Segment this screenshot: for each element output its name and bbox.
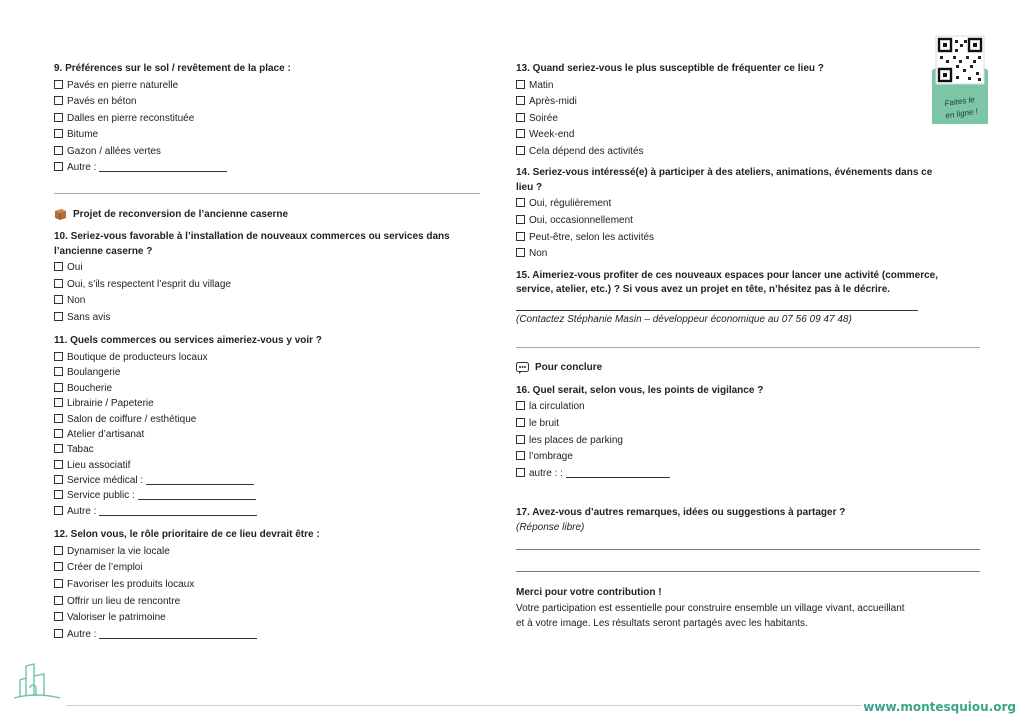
thanks-text: Votre participation est essentielle pour construire ensemble un village vivant, accueillant et à votre image. Les résultats seront partagés avec les habitants.	[516, 603, 905, 630]
checkbox[interactable]	[54, 96, 63, 105]
q12-option[interactable]: Créer de l’emploi	[54, 560, 480, 577]
q12-option[interactable]: Offrir un lieu de rencontre	[54, 594, 480, 611]
q16-option[interactable]: les places de parking	[516, 433, 980, 450]
q13-title: 13. Quand seriez-vous le plus susceptible de fréquenter ce lieu ?	[516, 63, 824, 74]
text-blank[interactable]	[99, 161, 227, 172]
svg-text:Faites le: Faites le	[944, 94, 976, 109]
checkbox[interactable]	[516, 215, 525, 224]
q14-option[interactable]: Oui, occasionnellement	[516, 213, 980, 230]
checkbox[interactable]	[54, 596, 63, 605]
checkbox[interactable]	[54, 629, 63, 638]
checkbox[interactable]	[54, 444, 63, 453]
q11-option[interactable]: Tabac	[54, 442, 480, 457]
checkbox[interactable]	[54, 383, 63, 392]
checkbox[interactable]	[54, 129, 63, 138]
checkbox[interactable]	[54, 414, 63, 423]
section-heading-caserne: Projet de reconversion de l’ancienne caserne	[54, 208, 480, 220]
q12-option[interactable]: Dynamiser la vie locale	[54, 544, 480, 561]
q9-option[interactable]: Pavés en pierre naturelle	[54, 78, 480, 95]
q15-contact: (Contactez Stéphanie Masin – développeur économique au 07 56 09 47 48)	[516, 313, 852, 325]
q14-option[interactable]: Oui, régulièrement	[516, 196, 980, 213]
q16-option[interactable]: l’ombrage	[516, 449, 980, 466]
q13-options	[516, 78, 980, 161]
checkbox[interactable]	[54, 295, 63, 304]
q10-option[interactable]: Non	[54, 293, 480, 310]
checkbox[interactable]	[516, 248, 525, 257]
text-blank[interactable]	[99, 505, 257, 516]
checkbox[interactable]	[54, 262, 63, 271]
checkbox[interactable]	[54, 460, 63, 469]
q16-title: 16. Quel serait, selon vous, les points de vigilance ?	[516, 384, 764, 396]
q11-option[interactable]: Boutique de producteurs locaux	[54, 350, 480, 365]
q16-option[interactable]: le bruit	[516, 416, 980, 433]
q11-medical[interactable]: Service médical :	[54, 473, 480, 488]
q9-option[interactable]: Bitume	[54, 127, 480, 144]
q11-public[interactable]: Service public :	[54, 488, 480, 503]
q14-options	[516, 196, 980, 262]
q9-option[interactable]: Pavés en béton	[54, 94, 480, 111]
q17-title: 17. Avez-vous d’autres remarques, idées ou suggestions à partager ?	[516, 507, 846, 519]
q9-option[interactable]: Dalles en pierre reconstituée	[54, 111, 480, 128]
q15-answer-line[interactable]	[516, 310, 918, 311]
q15-title: 15. Aimeriez-vous profiter de ces nouveaux espaces pour lancer une activité (commerce, service, atelier, etc.) ? Si vous avez un projet en tête, n’hésitez pas à le décrire.	[516, 269, 939, 296]
q10-option[interactable]: Sans avis	[54, 310, 480, 327]
q11-option[interactable]: Atelier d’artisanat	[54, 427, 480, 442]
text-blank[interactable]	[99, 628, 257, 639]
q13-option[interactable]: Cela dépend des activités	[516, 144, 980, 161]
checkbox[interactable]	[54, 579, 63, 588]
q12-other[interactable]: Autre :	[54, 627, 480, 644]
q14-title: 14. Seriez-vous intéressé(e) à participer à des ateliers, animations, événements dans ce lieu ?	[516, 167, 933, 193]
q11-other[interactable]: Autre :	[54, 504, 480, 519]
q16-options	[516, 399, 980, 482]
checkbox[interactable]	[516, 113, 525, 122]
q12-options	[54, 544, 480, 644]
q16-other[interactable]: autre : :	[516, 466, 980, 483]
village-logo-icon	[10, 658, 62, 704]
checkbox[interactable]	[516, 80, 525, 89]
checkbox[interactable]	[54, 162, 63, 171]
q17-hint: (Réponse libre)	[516, 521, 585, 533]
checkbox[interactable]	[54, 352, 63, 361]
q12-option[interactable]: Favoriser les produits locaux	[54, 577, 480, 594]
q9-option[interactable]: Gazon / allées vertes	[54, 144, 480, 161]
checkbox[interactable]	[516, 451, 525, 460]
checkbox[interactable]	[54, 312, 63, 321]
checkbox[interactable]	[54, 506, 63, 515]
q9-title: 9. Préférences sur le sol / revêtement de la place :	[54, 63, 291, 74]
q11-title: 11. Quels commerces ou services aimeriez-vous y voir ?	[54, 335, 322, 347]
checkbox[interactable]	[54, 475, 63, 484]
checkbox[interactable]	[516, 232, 525, 241]
checkbox[interactable]	[54, 612, 63, 621]
q10-title: 10. Seriez-vous favorable à l’installation de nouveaux commerces ou services dans l’ancienne caserne ?	[54, 231, 450, 257]
svg-text:en ligne !: en ligne !	[944, 106, 979, 121]
checkbox[interactable]	[516, 468, 525, 477]
checkbox[interactable]	[516, 198, 525, 207]
checkbox[interactable]	[54, 398, 63, 407]
q12-option[interactable]: Valoriser le patrimoine	[54, 610, 480, 627]
q10-option[interactable]: Oui, s’ils respectent l’esprit du village	[54, 277, 480, 294]
divider	[516, 347, 980, 348]
q13-option[interactable]: Soirée	[516, 111, 980, 128]
checkbox[interactable]	[516, 96, 525, 105]
text-blank[interactable]	[146, 474, 254, 485]
speech-bubble-icon	[516, 362, 529, 374]
checkbox[interactable]	[54, 546, 63, 555]
q9-other[interactable]: Autre :	[54, 160, 480, 177]
q17-answer-line[interactable]	[516, 549, 980, 550]
q11-option[interactable]: Librairie / Papeterie	[54, 396, 480, 411]
q11-option[interactable]: Boulangerie	[54, 365, 480, 380]
q12-title: 12. Selon vous, le rôle prioritaire de ce lieu devrait être :	[54, 529, 320, 541]
q9-options	[54, 78, 480, 178]
checkbox[interactable]	[54, 562, 63, 571]
q13-option[interactable]: Matin	[516, 78, 980, 95]
q10-option[interactable]: Oui	[54, 260, 480, 277]
checkbox[interactable]	[54, 80, 63, 89]
q14-option[interactable]: Non	[516, 246, 980, 263]
q11-option[interactable]: Lieu associatif	[54, 458, 480, 473]
q11-option[interactable]: Boucherie	[54, 381, 480, 396]
q16-option[interactable]: la circulation	[516, 399, 980, 416]
checkbox[interactable]	[54, 279, 63, 288]
checkbox[interactable]	[516, 129, 525, 138]
box-icon	[54, 208, 67, 220]
checkbox[interactable]	[54, 367, 63, 376]
checkbox[interactable]	[516, 146, 525, 155]
q10-options	[54, 260, 480, 326]
q11-options	[54, 350, 480, 519]
checkbox[interactable]	[516, 401, 525, 410]
website-link[interactable]: www.montesquiou.org	[863, 700, 1016, 714]
q17-answer-line[interactable]	[516, 571, 980, 572]
checkbox[interactable]	[516, 418, 525, 427]
checkbox[interactable]	[54, 113, 63, 122]
q13-option[interactable]: Après-midi	[516, 94, 980, 111]
right-column	[516, 62, 980, 631]
thanks-title: Merci pour votre contribution !	[516, 586, 662, 598]
checkbox[interactable]	[54, 490, 63, 499]
footer-divider	[66, 705, 862, 706]
divider	[54, 193, 480, 194]
q13-option[interactable]: Week-end	[516, 127, 980, 144]
checkbox[interactable]	[516, 435, 525, 444]
checkbox[interactable]	[54, 146, 63, 155]
q11-option[interactable]: Salon de coiffure / esthétique	[54, 412, 480, 427]
text-blank[interactable]	[566, 467, 670, 478]
checkbox[interactable]	[54, 429, 63, 438]
text-blank[interactable]	[138, 489, 256, 500]
q14-option[interactable]: Peut-être, selon les activités	[516, 230, 980, 247]
section-heading-conclure: Pour conclure	[516, 362, 980, 374]
left-column	[54, 62, 480, 643]
